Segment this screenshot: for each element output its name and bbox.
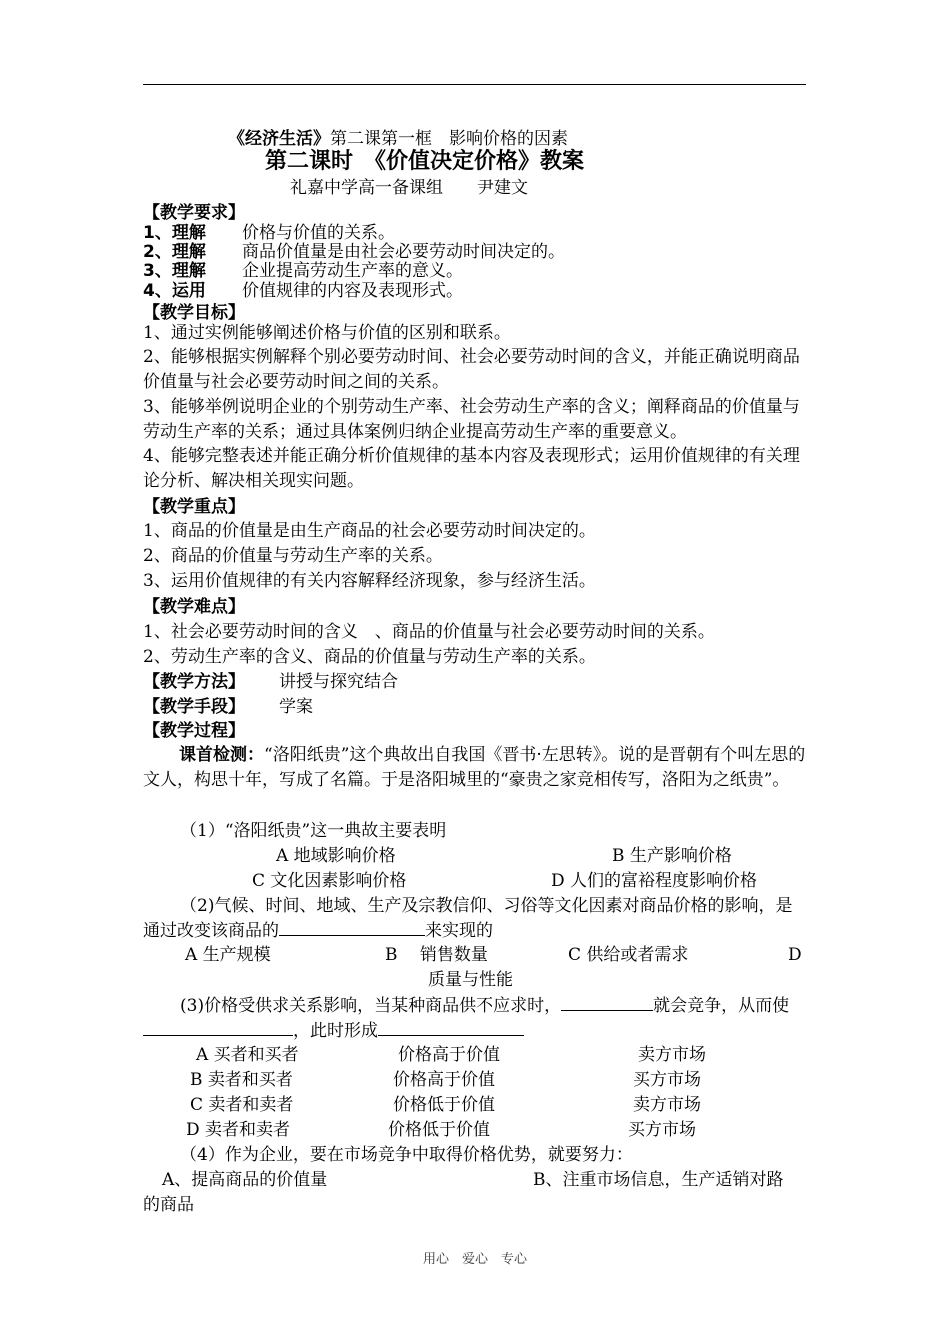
section-heading-requirements: 【教学要求】	[143, 203, 245, 223]
q3-row-a-price: 价格高于价值	[398, 1045, 500, 1065]
req-text-1: 价格与价值的关系。	[242, 223, 395, 243]
q3-row-c-market: 卖方市场	[633, 1095, 701, 1115]
q1-option-d: D 人们的富裕程度影响价格	[551, 871, 758, 891]
q3-row-d-market: 买方市场	[628, 1120, 696, 1140]
key-point-2: 2、商品的价值量与劳动生产率的关系。	[143, 546, 443, 566]
q1-option-a: A 地域影响价格	[276, 846, 396, 866]
q4-option-b-continued: 的商品	[143, 1195, 194, 1215]
q3-row-d-subject: D 卖者和卖者	[186, 1120, 291, 1140]
q3-row-b-subject: B 卖者和买者	[190, 1070, 293, 1090]
q3-stem-a: (3)价格受供求关系影响，当某种商品供不应求时，	[180, 996, 562, 1016]
q2-blank	[279, 919, 425, 936]
header-rule	[143, 84, 806, 85]
q3-blank-1	[561, 994, 653, 1011]
means-text: 学案	[279, 697, 313, 717]
q4-stem: （4）作为企业，要在市场竞争中取得价格优势，就要努力：	[180, 1145, 633, 1165]
q3-blank-3	[378, 1019, 524, 1036]
q2-option-a: A 生产规模	[185, 945, 271, 965]
q3-row-c-subject: C 卖者和卖者	[190, 1095, 294, 1115]
lesson-name: 第二课第一框 影响价格的因素	[330, 129, 568, 149]
q3-row-d-price: 价格低于价值	[388, 1120, 490, 1140]
q2-stem-b: 来实现的	[425, 921, 493, 941]
page-footer: 用心 爱心 专心	[422, 1252, 527, 1267]
req-verb-3: 3、理解	[143, 261, 206, 281]
section-heading-difficulties: 【教学难点】	[143, 597, 245, 617]
intro-label: 课首检测：	[179, 745, 264, 765]
q2-stem-a: （2)气候、时间、地域、生产及宗教信仰、习俗等文化因素对商品价格的影响，是通过改变该商品的	[143, 896, 793, 941]
q3-row-b-price: 价格高于价值	[393, 1070, 495, 1090]
method-text: 讲授与探究结合	[279, 672, 398, 692]
q4-option-a: A、提高商品的价值量	[162, 1170, 328, 1190]
req-verb-2: 2、理解	[143, 242, 206, 262]
goal-item-4: 4、能够完整表述并能正确分析价值规律的基本内容及表现形式；运用价值规律的有关理论分析、解决相关现实问题。	[143, 446, 800, 491]
q3-row-a-subject: A 买者和买者	[196, 1045, 299, 1065]
q3-stem	[143, 994, 808, 1044]
q3-stem-b: 就会竞争，从而使	[653, 996, 790, 1016]
intro-paragraph	[143, 743, 808, 793]
q3-blank-2	[143, 1019, 293, 1036]
doc-author: 礼嘉中学高一备课组 尹建文	[290, 178, 528, 198]
book-title: 《经济生活》	[228, 129, 330, 149]
goal-item-2: 2、能够根据实例解释个别必要劳动时间、社会必要劳动时间的含义，并能正确说明商品价值量与社会必要劳动时间之间的关系。	[143, 347, 800, 392]
doc-title: 第二课时 《价值决定价格》教案	[265, 149, 585, 174]
req-verb-1: 1、理解	[143, 223, 206, 243]
q3-stem-c: ，此时形成	[293, 1021, 378, 1041]
q3-row-c-price: 价格低于价值	[393, 1095, 495, 1115]
req-text-3: 企业提高劳动生产率的意义。	[242, 261, 463, 281]
section-heading-means: 【教学手段】	[143, 697, 245, 717]
section-heading-key-points: 【教学重点】	[143, 497, 245, 517]
key-point-3: 3、运用价值规律的有关内容解释经济现象，参与经济生活。	[143, 571, 596, 591]
intro-text: “洛阳纸贵”这个典故出自我国《晋书·左思转》。说的是晋朝有个叫左思的文人，构思十年，写成了名篇。于是洛阳城里的“豪贵之家竞相传写，洛阳为之纸贵”。	[143, 745, 806, 790]
section-heading-process: 【教学过程】	[143, 721, 245, 741]
key-point-1: 1、商品的价值量是由生产商品的社会必要劳动时间决定的。	[143, 521, 596, 541]
q1-option-b: B 生产影响价格	[612, 846, 732, 866]
difficulty-1: 1、社会必要劳动时间的含义 、商品的价值量与社会必要劳动时间的关系。	[143, 622, 715, 642]
q2-option-d-text: 质量与性能	[428, 970, 513, 990]
difficulty-2: 2、劳动生产率的含义、商品的价值量与劳动生产率的关系。	[143, 647, 596, 667]
goal-item-3: 3、能够举例说明企业的个别劳动生产率、社会劳动生产率的含义；阐释商品的价值量与劳动生产率的关系；通过具体案例归纳企业提高劳动生产率的重要意义。	[143, 397, 800, 442]
goal-item-1: 1、通过实例能够阐述价格与价值的区别和联系。	[143, 323, 511, 343]
q1-stem: （1）“洛阳纸贵”这一典故主要表明	[180, 821, 447, 841]
req-text-2: 商品价值量是由社会必要劳动时间决定的。	[242, 242, 565, 262]
q2-option-c: C 供给或者需求	[568, 945, 689, 965]
q3-row-a-market: 卖方市场	[638, 1045, 706, 1065]
q2-option-b: B 销售数量	[385, 945, 488, 965]
doc-subtitle	[228, 128, 568, 150]
q3-row-b-market: 买方市场	[633, 1070, 701, 1090]
q2-option-d-letter: D	[788, 945, 802, 965]
section-heading-goals: 【教学目标】	[143, 303, 245, 323]
q2-stem	[143, 894, 808, 944]
req-text-4: 价值规律的内容及表现形式。	[242, 281, 463, 301]
q4-option-b: B、注重市场信息，生产适销对路	[533, 1170, 784, 1190]
req-verb-4: 4、运用	[143, 281, 206, 301]
section-heading-method: 【教学方法】	[143, 672, 245, 692]
q1-option-c: C 文化因素影响价格	[252, 871, 407, 891]
